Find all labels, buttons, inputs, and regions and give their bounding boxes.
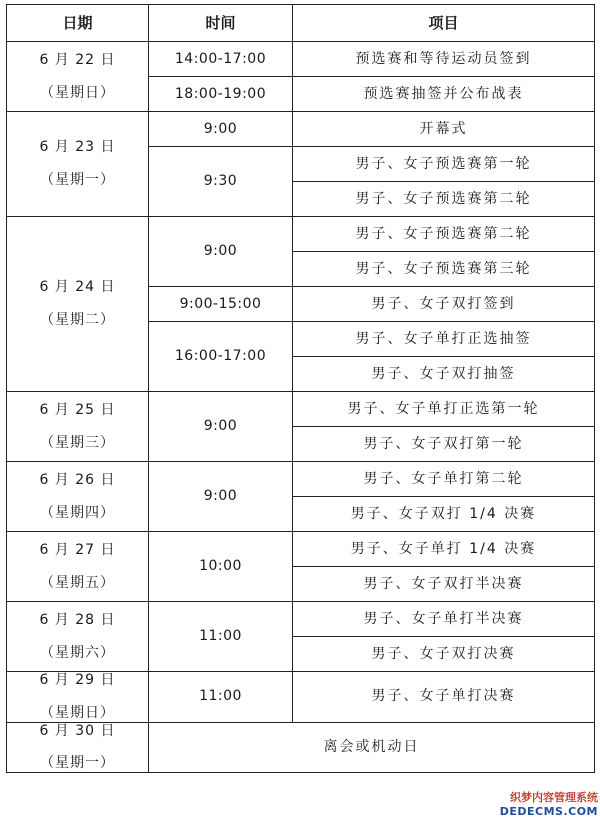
event-cell: 男子、女子预选赛第二轮	[293, 182, 595, 217]
weekday-text: （星期五）	[40, 574, 115, 591]
time-cell: 18:00-19:00	[149, 77, 293, 112]
weekday-text: （星期一）	[40, 172, 115, 188]
weekday-text: （星期日）	[40, 704, 115, 721]
date-cell	[7, 532, 149, 602]
event-cell: 男子、女子单打正选抽签	[293, 322, 595, 357]
table-row	[7, 532, 595, 567]
time-cell: 16:00-17:00	[149, 322, 293, 392]
weekday-text: （星期日）	[40, 84, 115, 101]
time-cell: 9:00-15:00	[149, 287, 293, 322]
watermark-logo	[488, 791, 598, 823]
weekday-text: （星期二）	[40, 312, 115, 328]
event-cell: 男子、女子单打第二轮	[293, 462, 595, 497]
time-cell: 9:00	[149, 112, 293, 147]
table-row	[7, 462, 595, 497]
table-row	[7, 217, 595, 252]
event-cell: 男子、女子双打决赛	[293, 637, 595, 672]
table-row	[7, 602, 595, 637]
date-cell	[7, 722, 149, 773]
date-cell	[7, 672, 149, 723]
event-cell: 男子、女子双打抽签	[293, 357, 595, 392]
date-cell	[7, 112, 149, 217]
table-row	[7, 672, 595, 723]
time-cell: 11:00	[149, 602, 293, 672]
time-cell: 9:30	[149, 147, 293, 217]
date-cell	[7, 462, 149, 532]
date-text: 6 月 23 日	[39, 139, 116, 156]
date-cell	[7, 392, 149, 462]
schedule-table	[6, 4, 595, 773]
weekday-text: （星期三）	[40, 434, 115, 451]
event-cell: 开幕式	[293, 112, 595, 147]
date-cell	[7, 42, 149, 112]
event-cell: 男子、女子单打 1/4 决赛	[293, 532, 595, 567]
event-cell: 男子、女子单打正选第一轮	[293, 392, 595, 427]
event-cell: 男子、女子预选赛第二轮	[293, 217, 595, 252]
event-cell: 男子、女子单打半决赛	[293, 602, 595, 637]
event-cell: 男子、女子双打第一轮	[293, 427, 595, 462]
date-text: 6 月 29 日	[39, 672, 116, 688]
date-text: 6 月 28 日	[39, 611, 116, 628]
event-cell: 男子、女子单打决赛	[293, 672, 595, 723]
time-cell: 14:00-17:00	[149, 42, 293, 77]
header-time: 时间	[149, 5, 293, 42]
watermark-line2: DEDECMS.COM	[499, 805, 598, 818]
event-cell: 男子、女子预选赛第一轮	[293, 147, 595, 182]
event-cell: 男子、女子双打 1/4 决赛	[293, 497, 595, 532]
date-cell	[7, 217, 149, 392]
table-row	[7, 112, 595, 147]
time-cell: 10:00	[149, 532, 293, 602]
date-text: 6 月 30 日	[39, 722, 116, 739]
header-date: 日期	[7, 5, 149, 42]
watermark-line1: 织梦内容管理系统	[510, 791, 598, 804]
date-text: 6 月 22 日	[39, 51, 116, 68]
event-cell: 预选赛抽签并公布战表	[293, 77, 595, 112]
note-cell: 离会或机动日	[149, 722, 595, 773]
event-cell: 男子、女子双打签到	[293, 287, 595, 322]
weekday-text: （星期六）	[40, 644, 115, 661]
date-text: 6 月 26 日	[39, 471, 116, 488]
header-item: 项目	[293, 5, 595, 42]
event-cell: 男子、女子双打半决赛	[293, 567, 595, 602]
time-cell: 9:00	[149, 392, 293, 462]
schedule-body	[7, 42, 595, 773]
date-text: 6 月 25 日	[39, 401, 116, 418]
weekday-text: （星期一）	[40, 755, 115, 772]
table-row	[7, 42, 595, 77]
date-cell	[7, 602, 149, 672]
event-cell: 男子、女子预选赛第三轮	[293, 252, 595, 287]
table-row	[7, 392, 595, 427]
date-text: 6 月 24 日	[39, 279, 116, 296]
time-cell: 9:00	[149, 217, 293, 287]
date-text: 6 月 27 日	[39, 541, 116, 558]
weekday-text: （星期四）	[40, 504, 115, 521]
header-row	[7, 5, 595, 42]
time-cell: 9:00	[149, 462, 293, 532]
event-cell: 预选赛和等待运动员签到	[293, 42, 595, 77]
time-cell: 11:00	[149, 672, 293, 723]
